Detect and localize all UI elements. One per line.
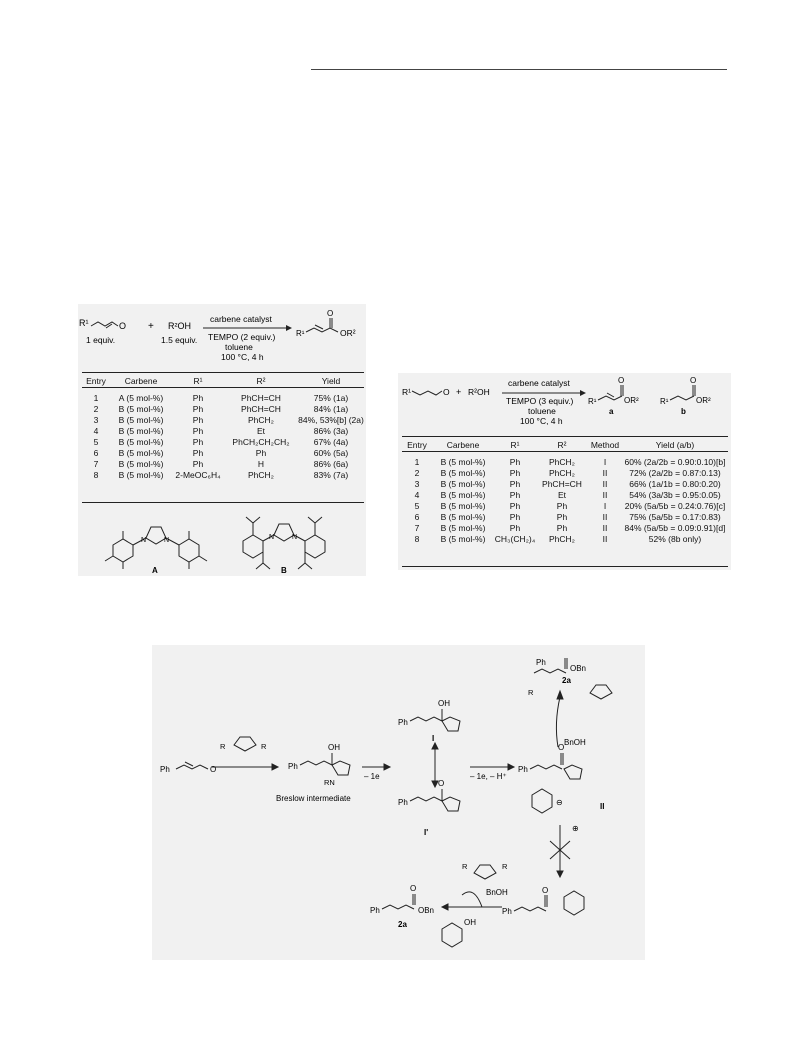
left-table-row <box>82 469 364 480</box>
left-table-row <box>82 447 364 458</box>
left-cell: 83% (7a) <box>313 469 349 480</box>
mech-ph-1: Ph <box>160 765 170 774</box>
right-cell: PhCH₂ <box>549 467 575 478</box>
left-aldehyde-o: O <box>119 321 127 331</box>
carbene-b-structure <box>243 517 325 569</box>
left-cell: 1 <box>93 392 99 403</box>
left-table-body <box>82 392 364 480</box>
left-table-row <box>82 425 364 436</box>
left-cell: B (5 mol-%) <box>118 425 164 436</box>
mech-breslow-rn: RN <box>324 778 335 787</box>
right-table-row <box>402 456 728 467</box>
right-cell: Ph <box>556 522 568 533</box>
left-cell: PhCH=CH <box>241 392 281 403</box>
left-cell: A (5 mol-%) <box>118 392 164 403</box>
right-cell: 66% (1a/1b = 0.80:0.20) <box>629 478 721 489</box>
right-cell: PhCH₂ <box>549 456 575 467</box>
right-col-entry: Entry <box>407 439 427 450</box>
left-reaction-scheme <box>78 304 366 370</box>
left-cell: Ph <box>192 447 204 458</box>
right-cell: PhCH₂ <box>549 533 575 544</box>
right-col-r1: R¹ <box>510 439 520 450</box>
left-cell: B (5 mol-%) <box>118 458 164 469</box>
right-table-row <box>402 500 728 511</box>
right-table-row <box>402 511 728 522</box>
right-table-row <box>402 478 728 489</box>
right-cell: I <box>603 456 607 467</box>
left-catalyst: carbene catalyst <box>210 314 272 324</box>
mech-ii-o-minus: ⊖ <box>556 798 563 807</box>
left-cell: 8 <box>93 469 99 480</box>
left-r1-label: R¹ <box>79 318 89 328</box>
right-cell: CH₃(CH₂)₄ <box>494 533 536 544</box>
right-cell: Ph <box>556 511 568 522</box>
mech-bnoh-top: BnOH <box>564 738 586 747</box>
right-cell: B (5 mol-%) <box>440 500 486 511</box>
mech-ph-iprime: Ph <box>398 798 408 807</box>
left-cell: PhCH=CH <box>241 403 281 414</box>
right-cell: 75% (5a/5b = 0.17:0.83) <box>629 511 721 522</box>
right-cell: Ph <box>509 456 521 467</box>
left-cell: Ph <box>192 392 204 403</box>
header-rule <box>311 69 727 70</box>
right-cell: 72% (2a/2b = 0.87:0.13) <box>629 467 721 478</box>
right-cell: B (5 mol-%) <box>440 467 486 478</box>
mech-int-i: I <box>432 734 435 743</box>
mech-breslow-oh: OH <box>328 743 340 752</box>
right-product-a-r1: R¹ <box>588 397 597 406</box>
right-cell: 20% (5a/5b = 0.24:0.76)[c] <box>624 500 726 511</box>
left-cell: B (5 mol-%) <box>118 469 164 480</box>
left-cell: 2-MeOC₆H₄ <box>175 469 221 480</box>
left-cell: 75% (1a) <box>313 392 349 403</box>
left-cell: 4 <box>93 425 99 436</box>
right-table-row <box>402 467 728 478</box>
carbene-b-label: B <box>281 566 287 575</box>
right-cell: Ph <box>556 500 568 511</box>
left-table-row <box>82 414 364 425</box>
mech-tempo-oh: OH <box>464 918 476 927</box>
carbene-a-n2: N <box>164 537 170 544</box>
mech-ii-plus: ⊕ <box>572 824 579 833</box>
left-cond-2: toluene <box>225 342 253 352</box>
right-cell: 1 <box>414 456 420 467</box>
mech-int-ii: II <box>600 802 605 811</box>
right-table-rule-bottom <box>402 566 728 567</box>
right-col-carbene: Carbene <box>446 439 480 450</box>
right-cell: II <box>602 533 608 544</box>
left-cond-3: 100 °C, 4 h <box>221 352 264 362</box>
right-cell: 2 <box>414 467 420 478</box>
mech-ph-ester: Ph <box>502 907 512 916</box>
left-cell: 7 <box>93 458 99 469</box>
right-product-b-r1: R¹ <box>660 397 669 406</box>
right-cell: 7 <box>414 522 420 533</box>
left-table-row <box>82 392 364 403</box>
right-cell: Ph <box>509 467 521 478</box>
left-table-rule-bottom <box>82 502 364 503</box>
right-cell: 4 <box>414 489 420 500</box>
carbene-a-label: A <box>152 566 158 575</box>
left-cell: 3 <box>93 414 99 425</box>
left-product-or2: OR² <box>340 328 356 338</box>
left-table-header-row <box>82 375 364 386</box>
right-cell: Ph <box>509 489 521 500</box>
left-cell: 84%, 53%[b] (2a) <box>298 414 364 425</box>
right-cell: Ph <box>509 511 521 522</box>
left-product-r1: R¹ <box>296 329 305 338</box>
mech-2a-top: 2a <box>562 676 571 685</box>
left-cell: B (5 mol-%) <box>118 403 164 414</box>
right-cell: 3 <box>414 478 420 489</box>
right-cell: II <box>602 478 608 489</box>
right-cond-3: 100 °C, 4 h <box>520 416 563 426</box>
right-cell: B (5 mol-%) <box>440 478 486 489</box>
right-cell: B (5 mol-%) <box>440 456 486 467</box>
left-cell: Et <box>256 425 266 436</box>
left-cell: H <box>257 458 265 469</box>
left-cell: 84% (1a) <box>313 403 349 414</box>
mech-ii-o: O <box>558 743 565 752</box>
carbene-b-n2: N <box>292 534 298 541</box>
right-catalyst: carbene catalyst <box>508 378 570 388</box>
right-col-yield: Yield (a/b) <box>655 439 695 450</box>
left-cell: 67% (4a) <box>313 436 349 447</box>
left-cell: PhCH₂ <box>248 414 274 425</box>
mech-obn-top: OBn <box>570 664 587 673</box>
left-cell: PhCH₂ <box>248 469 274 480</box>
right-product-a-label: a <box>609 407 614 416</box>
left-table-row <box>82 436 364 447</box>
left-cell: 86% (3a) <box>313 425 349 436</box>
right-cell: II <box>602 467 608 478</box>
mech-ph-2: Ph <box>288 762 298 771</box>
right-table-row <box>402 522 728 533</box>
left-cell: 5 <box>93 436 99 447</box>
mech-ph-ii: Ph <box>518 765 528 774</box>
left-cell: 86% (6a) <box>313 458 349 469</box>
right-table-row <box>402 533 728 544</box>
right-cell: Ph <box>509 478 521 489</box>
right-cell: 60% (2a/2b = 0.90:0.10)[b] <box>624 456 726 467</box>
right-cell: B (5 mol-%) <box>440 533 486 544</box>
right-cond-1: TEMPO (3 equiv.) <box>506 396 574 406</box>
left-product-o: O <box>327 309 334 318</box>
carbene-b-n1: N <box>269 534 275 541</box>
left-cell: Ph <box>192 436 204 447</box>
mech-carbene3-r-left: R <box>462 862 468 871</box>
right-cell: B (5 mol-%) <box>440 522 486 533</box>
right-cell: 54% (3a/3b = 0.95:0.05) <box>629 489 721 500</box>
left-yield-table <box>82 375 364 480</box>
right-product-b-label: b <box>681 407 686 416</box>
right-cell: Et <box>557 489 567 500</box>
left-plus: + <box>148 321 154 332</box>
right-product-a-or2: OR² <box>624 396 639 405</box>
mechanism-scheme <box>152 645 645 960</box>
right-col-method: Method <box>590 439 620 450</box>
carbene-structures <box>78 505 366 575</box>
mech-carbene1-r-right: R <box>261 742 267 751</box>
carbene-a-structure <box>105 527 207 569</box>
right-cond-2: toluene <box>528 406 556 416</box>
mech-carbene2-r: R <box>528 688 534 697</box>
left-cell: Ph <box>192 403 204 414</box>
mech-obn-bottom: OBn <box>418 906 435 915</box>
right-table-rule-top <box>402 436 728 437</box>
mech-step2: – 1e, – H⁺ <box>470 772 507 781</box>
right-cell: 5 <box>414 500 420 511</box>
left-cell: 60% (5a) <box>313 447 349 458</box>
right-aldehyde-o: O <box>443 387 450 397</box>
mech-carbene1-r-left: R <box>220 742 226 751</box>
mech-i-oh: OH <box>438 699 450 708</box>
mech-step1: – 1e <box>364 772 380 781</box>
left-col-carbene: Carbene <box>124 375 158 386</box>
left-cell: B (5 mol-%) <box>118 447 164 458</box>
right-cell: 84% (5a/5b = 0.09:0.91)[d] <box>624 522 726 533</box>
mech-carbene3-r-right: R <box>502 862 508 871</box>
right-reaction-scheme <box>398 373 731 433</box>
right-table-body <box>402 456 728 544</box>
left-col-r1: R¹ <box>193 375 203 386</box>
mech-breslow-label: Breslow intermediate <box>276 794 351 803</box>
right-product-a-o: O <box>618 376 625 385</box>
left-cell: B (5 mol-%) <box>118 436 164 447</box>
right-cell: II <box>602 489 608 500</box>
left-cell: 2 <box>93 403 99 414</box>
right-cell: II <box>602 511 608 522</box>
right-cell: Ph <box>509 522 521 533</box>
left-col-entry: Entry <box>86 375 106 386</box>
mech-iprime-o: O <box>438 779 445 788</box>
left-cell: B (5 mol-%) <box>118 414 164 425</box>
right-col-r2: R² <box>557 439 567 450</box>
left-table-row <box>82 458 364 469</box>
right-cell: B (5 mol-%) <box>440 489 486 500</box>
mech-ph-i: Ph <box>398 718 408 727</box>
right-cell: 6 <box>414 511 420 522</box>
mech-2a-bottom: 2a <box>398 920 407 929</box>
right-cell: 52% (8b only) <box>648 533 702 544</box>
left-table-row <box>82 403 364 414</box>
left-col-r2: R² <box>256 375 266 386</box>
mech-ph-2a-top: Ph <box>536 658 546 667</box>
left-cell: PhCH₂CH₂CH₂ <box>232 436 290 447</box>
mech-aldehyde-o: O <box>210 765 217 774</box>
right-cell: B (5 mol-%) <box>440 511 486 522</box>
mech-2a-bottom-o: O <box>410 884 417 893</box>
right-cell: I <box>603 500 607 511</box>
right-cell: 8 <box>414 533 420 544</box>
right-plus: + <box>456 387 462 397</box>
carbene-a-n1: N <box>141 537 147 544</box>
left-cell: 6 <box>93 447 99 458</box>
left-cell: Ph <box>192 458 204 469</box>
left-equiv-2: 1.5 equiv. <box>161 335 198 345</box>
right-r1-label: R¹ <box>402 387 411 397</box>
right-r2oh: R²OH <box>468 387 490 397</box>
mech-int-iprime: I' <box>424 828 429 837</box>
left-cell: Ph <box>192 425 204 436</box>
mech-bnoh-bottom: BnOH <box>486 888 508 897</box>
right-cell: Ph <box>509 500 521 511</box>
left-cond-1: TEMPO (2 equiv.) <box>208 332 276 342</box>
right-product-b-o: O <box>690 376 697 385</box>
right-cell: PhCH=CH <box>542 478 582 489</box>
left-equiv-1: 1 equiv. <box>86 335 116 345</box>
right-yield-table <box>402 439 728 544</box>
left-cell: Ph <box>255 447 267 458</box>
mech-ester-o: O <box>542 886 549 895</box>
left-table-rule-top <box>82 372 364 373</box>
right-table-row <box>402 489 728 500</box>
right-product-b-or2: OR² <box>696 396 711 405</box>
mech-ph-2a-bottom: Ph <box>370 906 380 915</box>
right-table-header-row <box>402 439 728 450</box>
left-r2oh: R²OH <box>168 321 191 331</box>
left-cell: Ph <box>192 414 204 425</box>
right-cell: II <box>602 522 608 533</box>
left-col-yield: Yield <box>321 375 341 386</box>
